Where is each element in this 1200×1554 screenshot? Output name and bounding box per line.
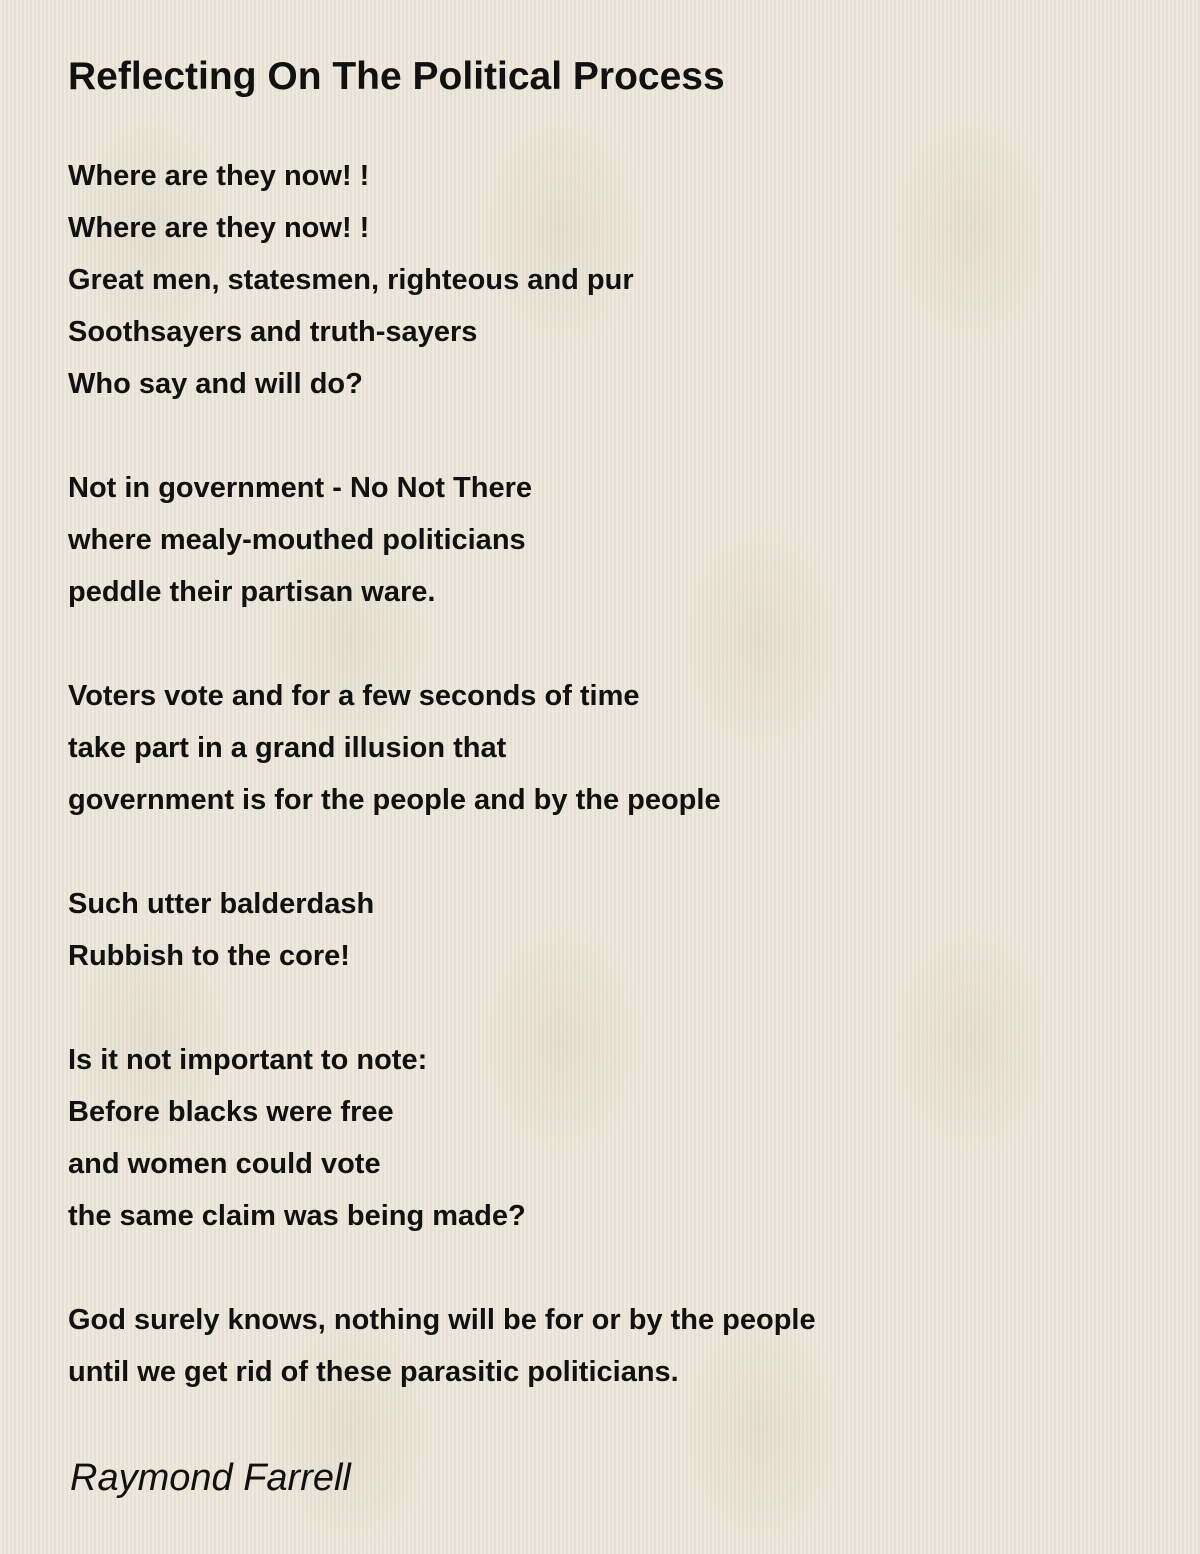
poem-line: Such utter balderdash (68, 888, 375, 920)
poem-line: Voters vote and for a few seconds of time (68, 680, 640, 712)
poem-line: until we get rid of these parasitic politicians. (68, 1356, 679, 1388)
poem-line: the same claim was being made? (68, 1200, 526, 1232)
poem-line: take part in a grand illusion that (68, 732, 507, 764)
stanza-3 (68, 670, 1148, 826)
poem-line: Where are they now! ! (68, 212, 370, 244)
stanza-2 (68, 462, 1148, 618)
poem-line: God surely knows, nothing will be for or by the people (68, 1304, 816, 1336)
stanza-4 (68, 878, 1148, 982)
poem-line: Soothsayers and truth-sayers (68, 316, 478, 348)
poem-line: Before blacks were free (68, 1096, 394, 1128)
poem-line: Is it not important to note: (68, 1044, 428, 1076)
poem-line: and women could vote (68, 1148, 381, 1180)
poem-line: Who say and will do? (68, 368, 363, 400)
poem-line: Rubbish to the core! (68, 940, 350, 972)
poem-line: Where are they now! ! (68, 160, 370, 192)
poem-line: government is for the people and by the people (68, 784, 721, 816)
poem-line: peddle their partisan ware. (68, 576, 436, 608)
poem-line: Great men, statesmen, righteous and pur (68, 264, 634, 296)
poem-line: where mealy-mouthed politicians (68, 524, 526, 556)
poem-line: Not in government - No Not There (68, 472, 532, 504)
poem-title: Reflecting On The Political Process (68, 55, 725, 98)
stanza-1 (68, 150, 1148, 410)
stanza-5 (68, 1034, 1148, 1242)
poem-body (68, 150, 1148, 1450)
author-name: Raymond Farrell (70, 1457, 351, 1499)
stanza-6 (68, 1294, 1148, 1398)
